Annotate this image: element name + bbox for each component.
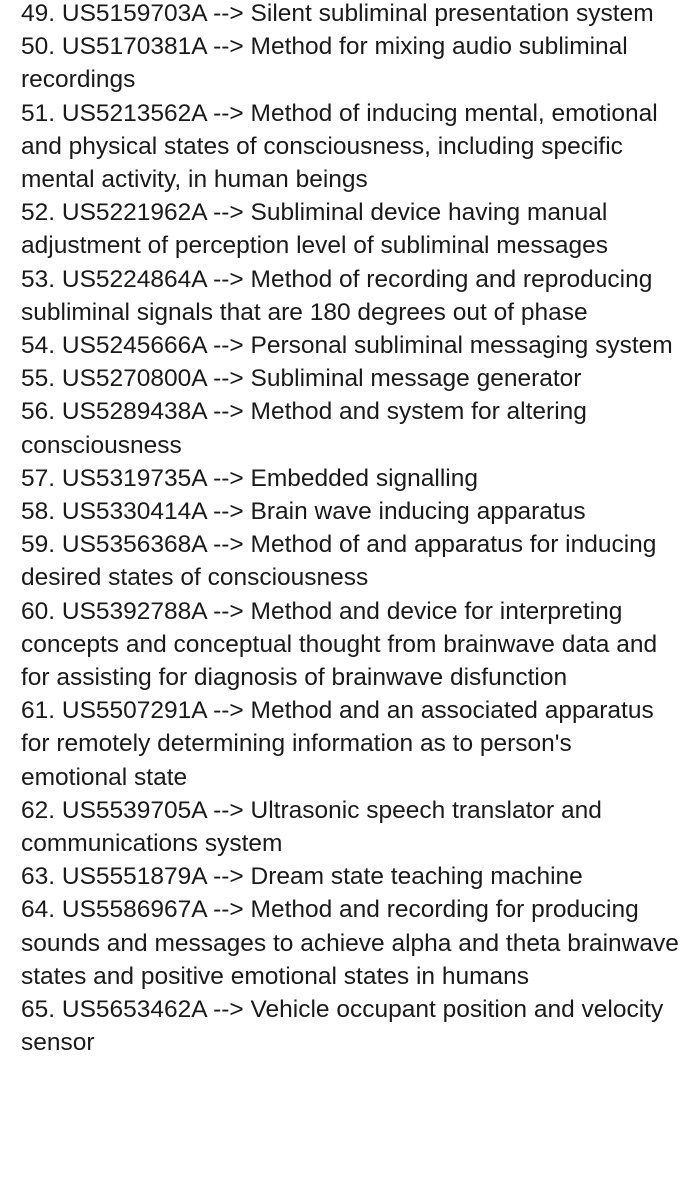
arrow: --> — [213, 398, 244, 426]
arrow: --> — [213, 265, 244, 293]
item-number: 65. — [21, 996, 56, 1024]
arrow: --> — [213, 365, 244, 393]
patent-number: US5330414A — [61, 498, 207, 526]
arrow: --> — [213, 531, 244, 559]
item-number: 56. — [21, 398, 56, 426]
arrow: --> — [213, 332, 244, 360]
item-number: 63. — [21, 863, 56, 891]
list-item — [21, 196, 681, 262]
arrow: --> — [213, 896, 244, 924]
patent-number: US5224864A — [61, 265, 207, 293]
list-item — [21, 362, 681, 395]
list-item — [21, 97, 681, 197]
list-item — [21, 263, 681, 329]
item-number: 51. — [21, 99, 56, 127]
list-item — [21, 395, 681, 461]
list-item — [21, 860, 681, 893]
patent-title: Brain wave inducing apparatus — [250, 498, 586, 526]
patent-title: Vehicle occupant position and velocity sensor — [21, 996, 664, 1057]
item-number: 64. — [21, 896, 56, 924]
patent-number: US5270800A — [61, 365, 207, 393]
arrow: --> — [213, 863, 244, 891]
item-number: 52. — [21, 199, 56, 227]
patent-title: Method and an associated apparatus for remotely determining information as to person's emotional state — [21, 697, 654, 791]
item-number: 59. — [21, 531, 56, 559]
patent-title: Personal subliminal messaging system — [250, 332, 673, 360]
item-number: 54. — [21, 332, 56, 360]
arrow: --> — [213, 996, 244, 1024]
item-number: 61. — [21, 697, 56, 725]
list-item — [21, 462, 681, 495]
patent-number: US5319735A — [61, 464, 207, 492]
patent-title: Method and device for interpreting concepts and conceptual thought from brainwave data and for assisting for diagnosis of brainwave disfunction — [21, 597, 658, 692]
patent-title: Method and system for altering consciousness — [21, 398, 587, 459]
arrow: --> — [213, 99, 244, 127]
patent-number: US5586967A — [61, 896, 207, 924]
item-number: 58. — [21, 498, 56, 526]
patent-number: US5551879A — [61, 863, 207, 891]
list-item — [21, 694, 681, 794]
patent-title: Embedded signalling — [250, 464, 478, 492]
list-item — [21, 893, 681, 993]
patent-title: Method of inducing mental, emotional and physical states of consciousness, including specific mental activity, in human beings — [21, 99, 658, 194]
arrow: --> — [213, 697, 244, 725]
arrow: --> — [213, 597, 244, 625]
patent-title: Subliminal device having manual adjustment of perception level of subliminal messages — [21, 199, 608, 260]
list-item — [21, 0, 681, 30]
arrow: --> — [213, 0, 244, 27]
arrow: --> — [213, 498, 244, 526]
list-item — [21, 30, 681, 96]
item-number: 53. — [21, 265, 56, 293]
arrow: --> — [213, 33, 244, 61]
patent-title: Dream state teaching machine — [250, 863, 583, 891]
item-number: 60. — [21, 597, 56, 625]
patent-number: US5653462A — [61, 996, 207, 1024]
list-item — [21, 329, 681, 362]
patent-title: Method of and apparatus for inducing desired states of consciousness — [21, 531, 657, 592]
patent-number: US5221962A — [61, 199, 207, 227]
item-number: 62. — [21, 796, 56, 824]
patent-title: Method and recording for producing sounds and messages to achieve alpha and theta brainwave states and positive emotional states in humans — [21, 896, 679, 990]
patent-title: Ultrasonic speech translator and communications system — [21, 796, 602, 858]
patent-number: US5245666A — [61, 332, 207, 360]
list-item — [21, 495, 681, 528]
patent-number: US5539705A — [61, 796, 207, 824]
list-item — [21, 794, 681, 860]
patent-number: US5159703A — [61, 0, 207, 27]
patent-number: US5213562A — [61, 99, 207, 127]
patent-number: US5507291A — [61, 697, 207, 725]
arrow: --> — [213, 199, 244, 227]
patent-number: US5392788A — [61, 597, 207, 625]
item-number: 57. — [21, 464, 56, 492]
patent-number: US5356368A — [61, 531, 207, 559]
arrow: --> — [213, 464, 244, 492]
arrow: --> — [213, 796, 244, 824]
item-number: 55. — [21, 365, 56, 393]
patent-title: Method for mixing audio subliminal recordings — [21, 33, 628, 94]
patent-number: US5289438A — [61, 398, 207, 426]
patent-number: US5170381A — [61, 33, 207, 61]
item-number: 49. — [21, 0, 56, 27]
list-item — [21, 993, 681, 1059]
list-item — [21, 595, 681, 695]
patent-title: Subliminal message generator — [250, 365, 582, 393]
patent-title: Method of recording and reproducing subliminal signals that are 180 degrees out of phase — [21, 265, 653, 326]
item-number: 50. — [21, 33, 56, 61]
list-item — [21, 528, 681, 594]
patent-title: Silent subliminal presentation system — [250, 0, 654, 27]
